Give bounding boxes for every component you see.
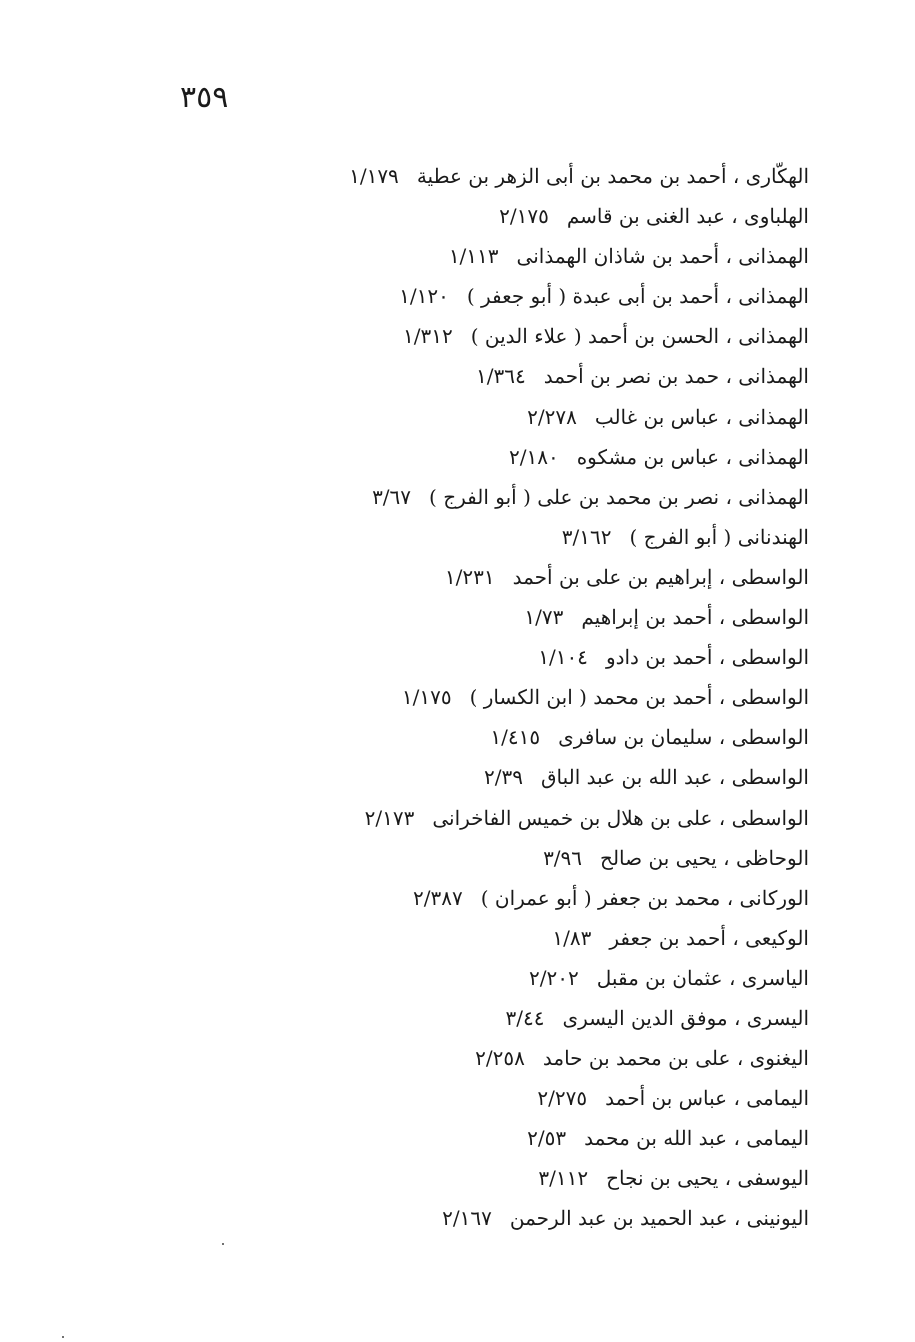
entry-name: الهندنانى ( أبو الفرج ) bbox=[629, 524, 809, 549]
index-entry bbox=[249, 196, 809, 236]
index-entry bbox=[249, 437, 809, 477]
index-entry bbox=[249, 677, 809, 717]
entry-reference: ١/٤١٥ bbox=[490, 725, 541, 750]
entry-reference: ٣/٩٦ bbox=[543, 845, 583, 870]
entry-name: الياسرى ، عثمان بن مقبل bbox=[596, 965, 809, 990]
index-entry bbox=[249, 477, 809, 517]
entry-reference: ٣/١٦٢ bbox=[561, 524, 612, 549]
index-entry bbox=[249, 1078, 809, 1118]
entry-reference: ٢/١٨٠ bbox=[508, 444, 559, 469]
entry-name: الواسطى ، أحمد بن دادو bbox=[605, 645, 809, 670]
entry-reference: ١/١٢٠ bbox=[399, 284, 449, 309]
index-entry bbox=[249, 597, 809, 637]
entry-reference: ٣/١١٢ bbox=[538, 1166, 589, 1191]
entry-reference: ٢/١٧٣ bbox=[364, 805, 415, 830]
entry-name: الهمذانى ، أحمد بن أبى عبدة ( أبو جعفر ) bbox=[466, 284, 809, 309]
entry-reference: ١/١٧٥ bbox=[401, 685, 452, 710]
paper-speck bbox=[62, 1336, 64, 1338]
entry-name: اليمامى ، عباس بن أحمد bbox=[605, 1086, 809, 1111]
entry-name: الهكّارى ، أحمد بن محمد بن أبى الزهر بن عطية bbox=[416, 164, 809, 188]
paper-speck bbox=[222, 1243, 224, 1245]
entry-reference: ٢/٣٨٧ bbox=[413, 885, 463, 910]
index-entry bbox=[249, 1118, 809, 1158]
index-entry bbox=[249, 637, 809, 677]
index-entry bbox=[249, 878, 809, 918]
index-entry bbox=[249, 757, 809, 797]
entry-reference: ٢/١٦٧ bbox=[442, 1206, 492, 1231]
entry-reference: ٣/٦٧ bbox=[372, 484, 412, 509]
index-entry bbox=[249, 998, 809, 1038]
entry-reference: ٢/١٧٥ bbox=[499, 204, 549, 229]
entry-name: الواسطى ، أحمد بن إبراهيم bbox=[581, 605, 809, 630]
entry-reference: ١/٨٣ bbox=[552, 925, 592, 950]
entry-reference: ٢/٢٧٨ bbox=[527, 404, 577, 429]
index-entry bbox=[249, 1158, 809, 1198]
page-number: ٣٥٩ bbox=[180, 80, 229, 115]
entry-reference: ١/٣١٢ bbox=[403, 324, 453, 349]
entry-reference: ١/١٠٤ bbox=[538, 645, 588, 670]
entry-name: الهمذانى ، عباس بن غالب bbox=[594, 404, 809, 429]
entry-reference: ١/١١٣ bbox=[448, 244, 499, 269]
entry-name: الواسطى ، على بن هلال بن خميس الفاخرانى bbox=[432, 805, 809, 830]
entry-name: الوركانى ، محمد بن جعفر ( أبو عمران ) bbox=[480, 885, 809, 910]
index-entry bbox=[249, 276, 809, 316]
index-entry bbox=[249, 798, 809, 838]
index-entry bbox=[249, 1198, 809, 1238]
entry-name: اليمامى ، عبد الله بن محمد bbox=[584, 1126, 809, 1151]
index-entry bbox=[249, 517, 809, 557]
entry-reference: ٢/٥٣ bbox=[527, 1126, 567, 1151]
entry-name: اليونينى ، عبد الحميد بن عبد الرحمن bbox=[509, 1206, 809, 1231]
index-entry bbox=[249, 918, 809, 958]
entry-name: الهمذانى ، حمد بن نصر بن أحمد bbox=[543, 364, 809, 389]
entry-name: الوحاظى ، يحيى بن صالح bbox=[600, 845, 809, 870]
entry-reference: ١/٧٣ bbox=[524, 605, 564, 630]
index-entry bbox=[249, 316, 809, 356]
entry-reference: ٢/٢٧٥ bbox=[537, 1086, 588, 1111]
entry-reference: ٢/٣٩ bbox=[484, 765, 523, 790]
entry-name: اليوسفى ، يحيى بن نجاح bbox=[606, 1166, 809, 1191]
entry-name: الواسطى ، سليمان بن سافرى bbox=[558, 725, 809, 750]
entry-name: الهمذانى ، أحمد بن شاذان الهمذانى bbox=[516, 244, 809, 269]
index-entry bbox=[249, 236, 809, 276]
index-entry bbox=[249, 838, 809, 878]
entry-name: اليسرى ، موفق الدين اليسرى bbox=[562, 1005, 809, 1030]
entry-reference: ١/٢٣١ bbox=[444, 564, 495, 589]
entry-reference: ٢/٢٥٨ bbox=[475, 1046, 525, 1071]
entry-name: اليغنوى ، على بن محمد بن حامد bbox=[542, 1046, 809, 1071]
index-entry bbox=[249, 397, 809, 437]
entry-reference: ٣/٤٤ bbox=[505, 1005, 545, 1030]
entry-reference: ١/٣٦٤ bbox=[476, 364, 526, 389]
entry-name: الهمذانى ، الحسن بن أحمد ( علاء الدين ) bbox=[470, 324, 809, 349]
index-entry bbox=[249, 356, 809, 396]
index-entry bbox=[249, 958, 809, 998]
entry-reference: ١/١٧٩ bbox=[349, 164, 399, 188]
entry-name: الواسطى ، عبد الله بن عبد الباق bbox=[541, 765, 809, 790]
entry-name: الهمذانى ، عباس بن مشكوه bbox=[576, 444, 809, 469]
index-entry bbox=[249, 717, 809, 757]
index-entry bbox=[249, 156, 809, 196]
entry-name: الواسطى ، إبراهيم بن على بن أحمد bbox=[512, 564, 809, 589]
index-entry bbox=[249, 1038, 809, 1078]
entry-reference: ٢/٢٠٢ bbox=[529, 965, 579, 990]
entry-name: الهلباوى ، عبد الغنى بن قاسم bbox=[566, 204, 809, 229]
entry-name: الهمذانى ، نصر بن محمد بن على ( أبو الفرج ) bbox=[429, 484, 809, 509]
index-entry bbox=[249, 557, 809, 597]
entry-name: الوكيعى ، أحمد بن جعفر bbox=[609, 925, 809, 950]
index-entry-list bbox=[249, 156, 809, 1239]
entry-name: الواسطى ، أحمد بن محمد ( ابن الكسار ) bbox=[469, 685, 809, 710]
